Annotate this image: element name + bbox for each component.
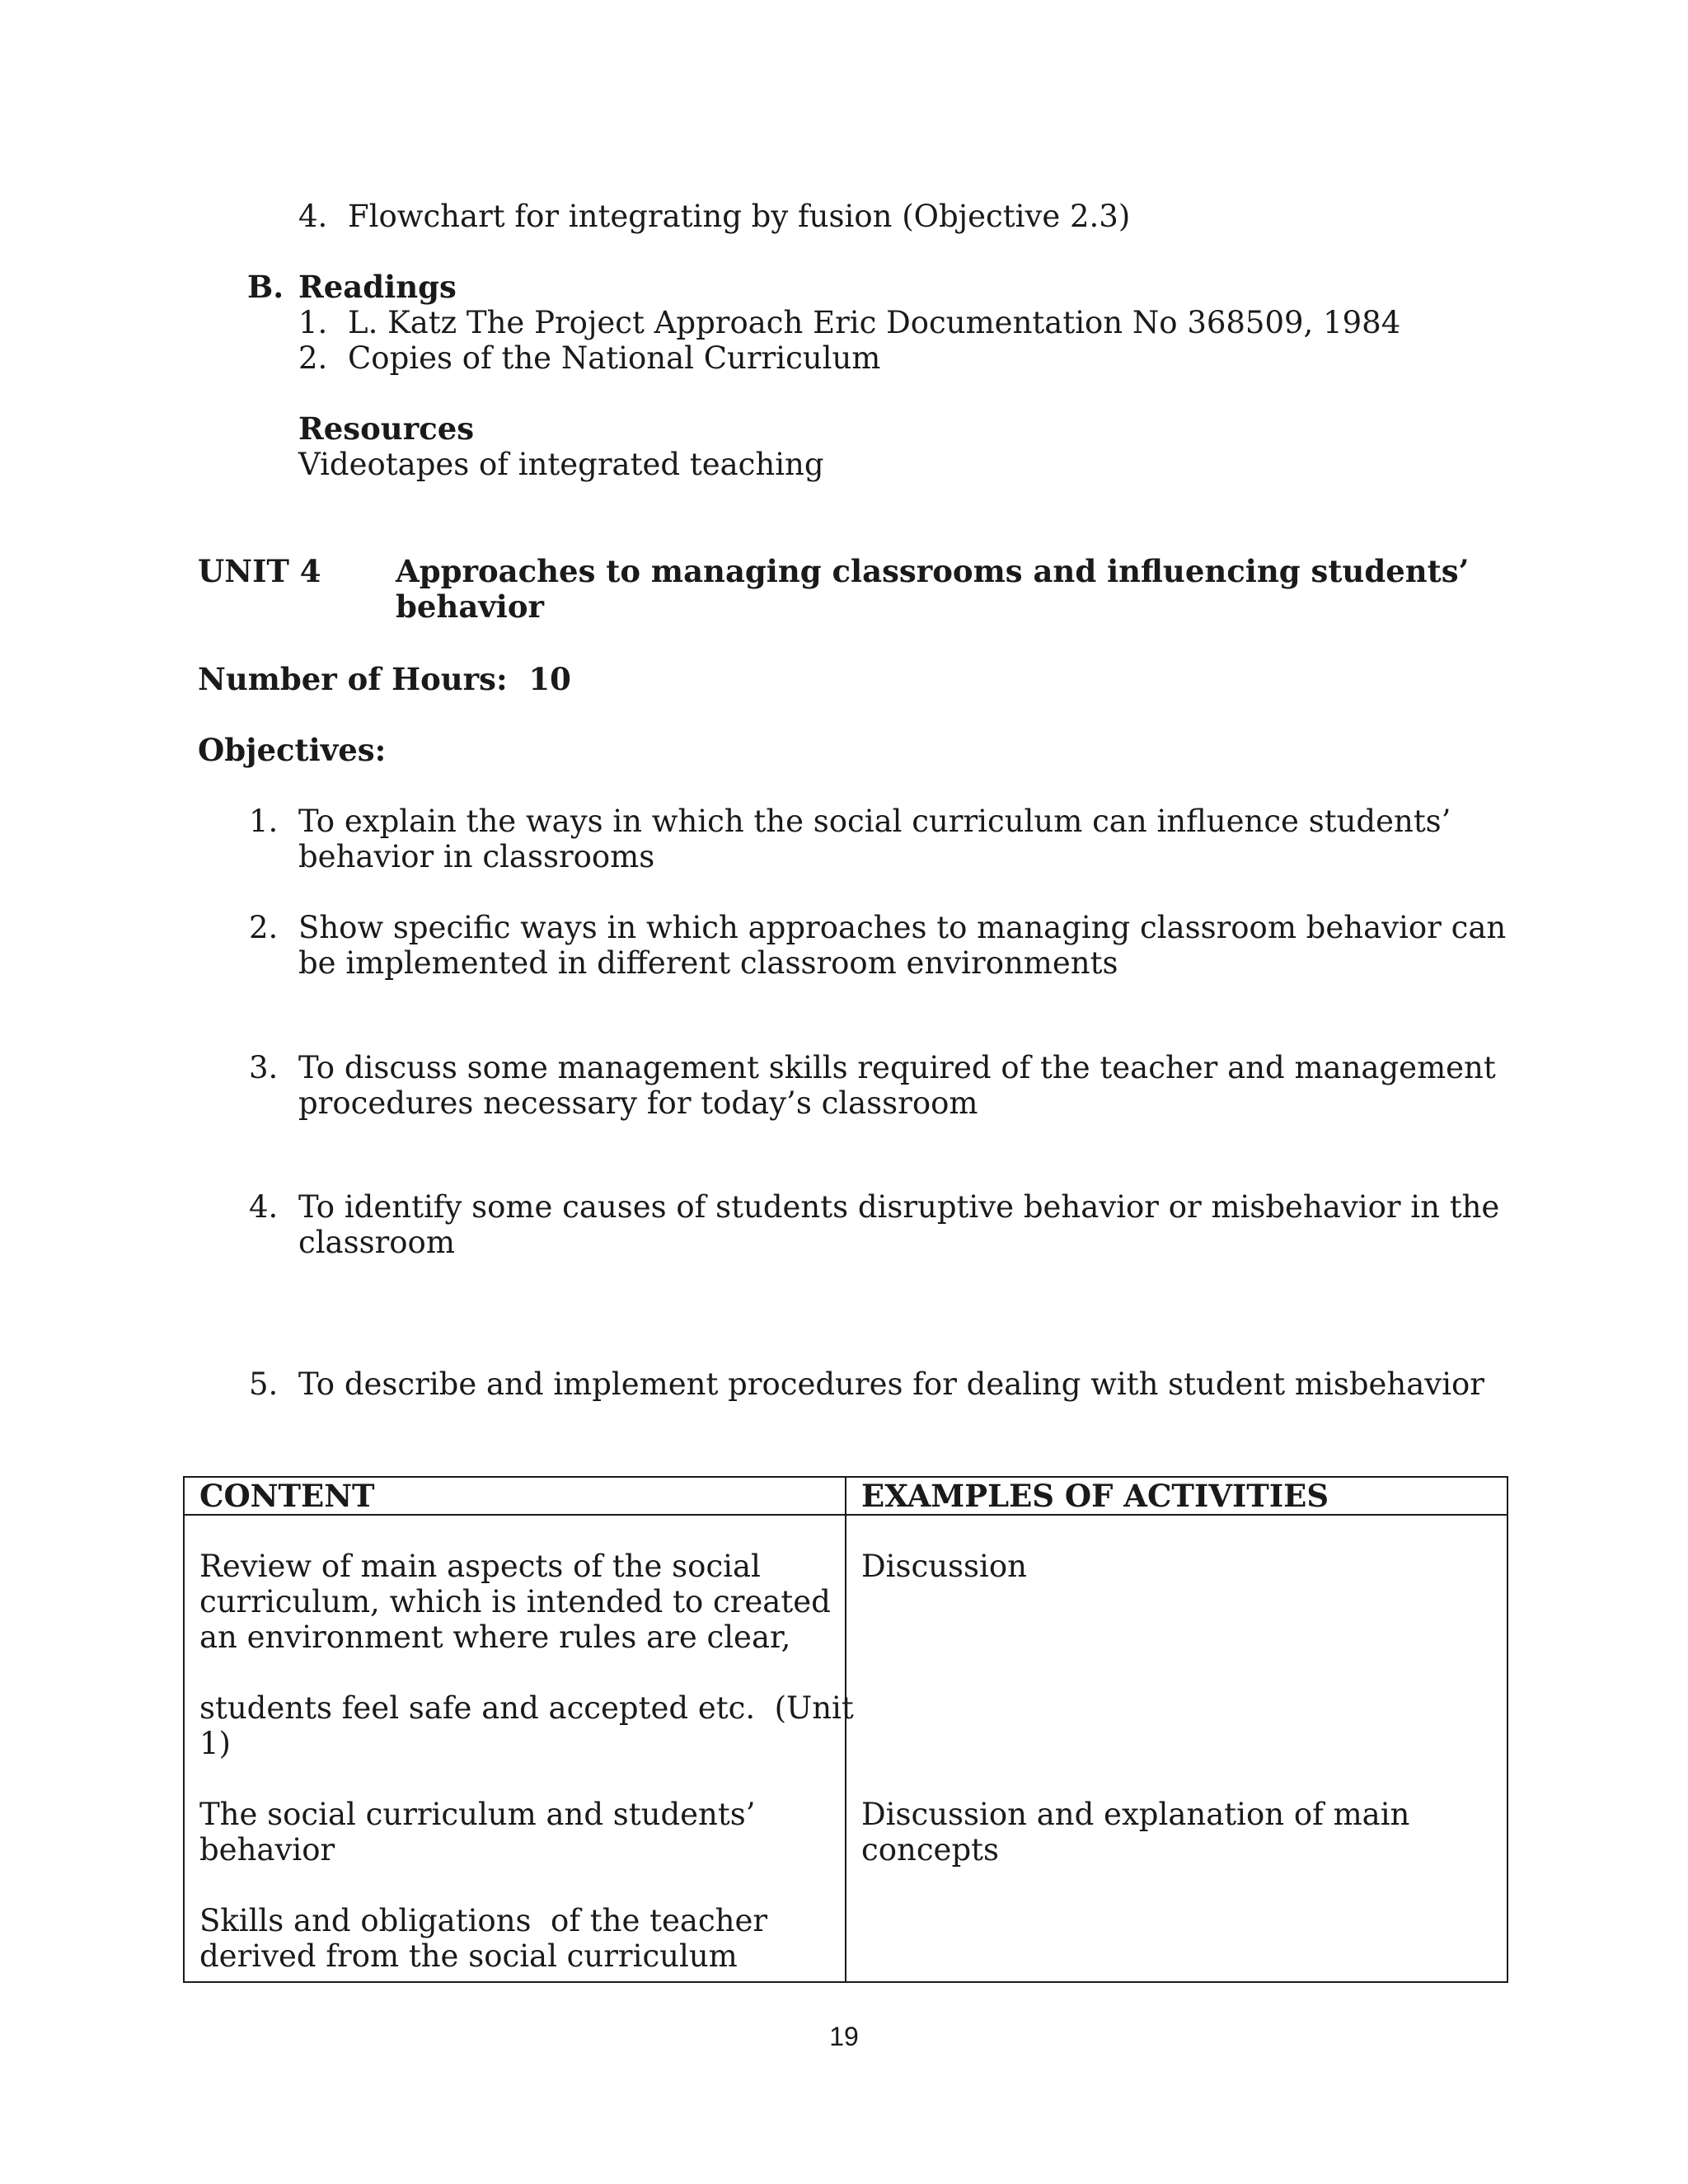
objective-line: Show specific ways in which approaches to managing classroom behavior can [298, 910, 1507, 945]
readings-item: L. Katz The Project Approach Eric Documentation No 368509, 1984 [348, 305, 1401, 340]
list-number: 4. [298, 199, 328, 234]
objective-number: 4. [249, 1189, 279, 1225]
objective-line: To discuss some management skills required of the teacher and management [298, 1050, 1496, 1085]
content-line: students feel safe and accepted etc. (Unit [199, 1690, 854, 1726]
objective-line: To identify some causes of students disruptive behavior or misbehavior in the [298, 1189, 1500, 1225]
content-line: derived from the social curriculum [199, 1938, 738, 1974]
table-row [184, 1515, 1507, 1982]
activities-column-header: EXAMPLES OF ACTIVITIES [846, 1477, 1507, 1515]
flowchart-list-item [298, 199, 327, 234]
content-activities-table [183, 1476, 1508, 1983]
content-line: Review of main aspects of the social [199, 1549, 761, 1584]
objective-number: 5. [249, 1366, 279, 1402]
number-of-hours: Number of Hours: 10 [198, 661, 571, 697]
content-line: The social curriculum and students’ [199, 1797, 756, 1832]
unit-title-line1: Approaches to managing classrooms and influencing students’ [396, 553, 1470, 589]
activity-line: Discussion and explanation of main [861, 1797, 1410, 1832]
content-line: curriculum, which is intended to created [199, 1584, 831, 1619]
content-line: 1) [199, 1726, 231, 1761]
activity-line: concepts [861, 1832, 999, 1868]
objective-number: 2. [249, 910, 279, 945]
objective-number: 3. [249, 1050, 279, 1085]
activity-line: Discussion [861, 1549, 1027, 1584]
objective-line: procedures necessary for today’s classroom [298, 1085, 978, 1121]
page-number: 19 [829, 2022, 859, 2051]
readings-item-number: 2. [298, 340, 328, 376]
readings-letter: B. [247, 269, 284, 305]
table-header-row [184, 1477, 1507, 1515]
readings-item-number: 1. [298, 305, 328, 340]
resources-text: Videotapes of integrated teaching [298, 447, 824, 482]
content-line: behavior [199, 1832, 335, 1868]
activities-cell [846, 1515, 1507, 1982]
content-column-header: CONTENT [184, 1477, 846, 1515]
resources-heading: Resources [298, 410, 475, 447]
content-line: an environment where rules are clear, [199, 1619, 791, 1655]
objective-line: behavior in classrooms [298, 839, 655, 874]
readings-item: Copies of the National Curriculum [348, 340, 881, 376]
content-cell [184, 1515, 854, 1982]
objectives-heading: Objectives: [198, 732, 387, 768]
unit-label: UNIT 4 [198, 553, 321, 589]
objective-line: To describe and implement procedures for dealing with student misbehavior [298, 1366, 1484, 1402]
readings-heading: Readings [298, 269, 457, 305]
objective-line: To explain the ways in which the social curriculum can influence students’ [298, 804, 1451, 839]
objective-line: be implemented in different classroom environments [298, 945, 1118, 981]
flowchart-list-text: Flowchart for integrating by fusion (Objective 2.3) [348, 199, 1131, 234]
objective-line: classroom [298, 1225, 455, 1260]
content-line: Skills and obligations of the teacher [199, 1903, 768, 1938]
unit-title-line2: behavior [396, 588, 545, 625]
objective-number: 1. [249, 804, 279, 839]
